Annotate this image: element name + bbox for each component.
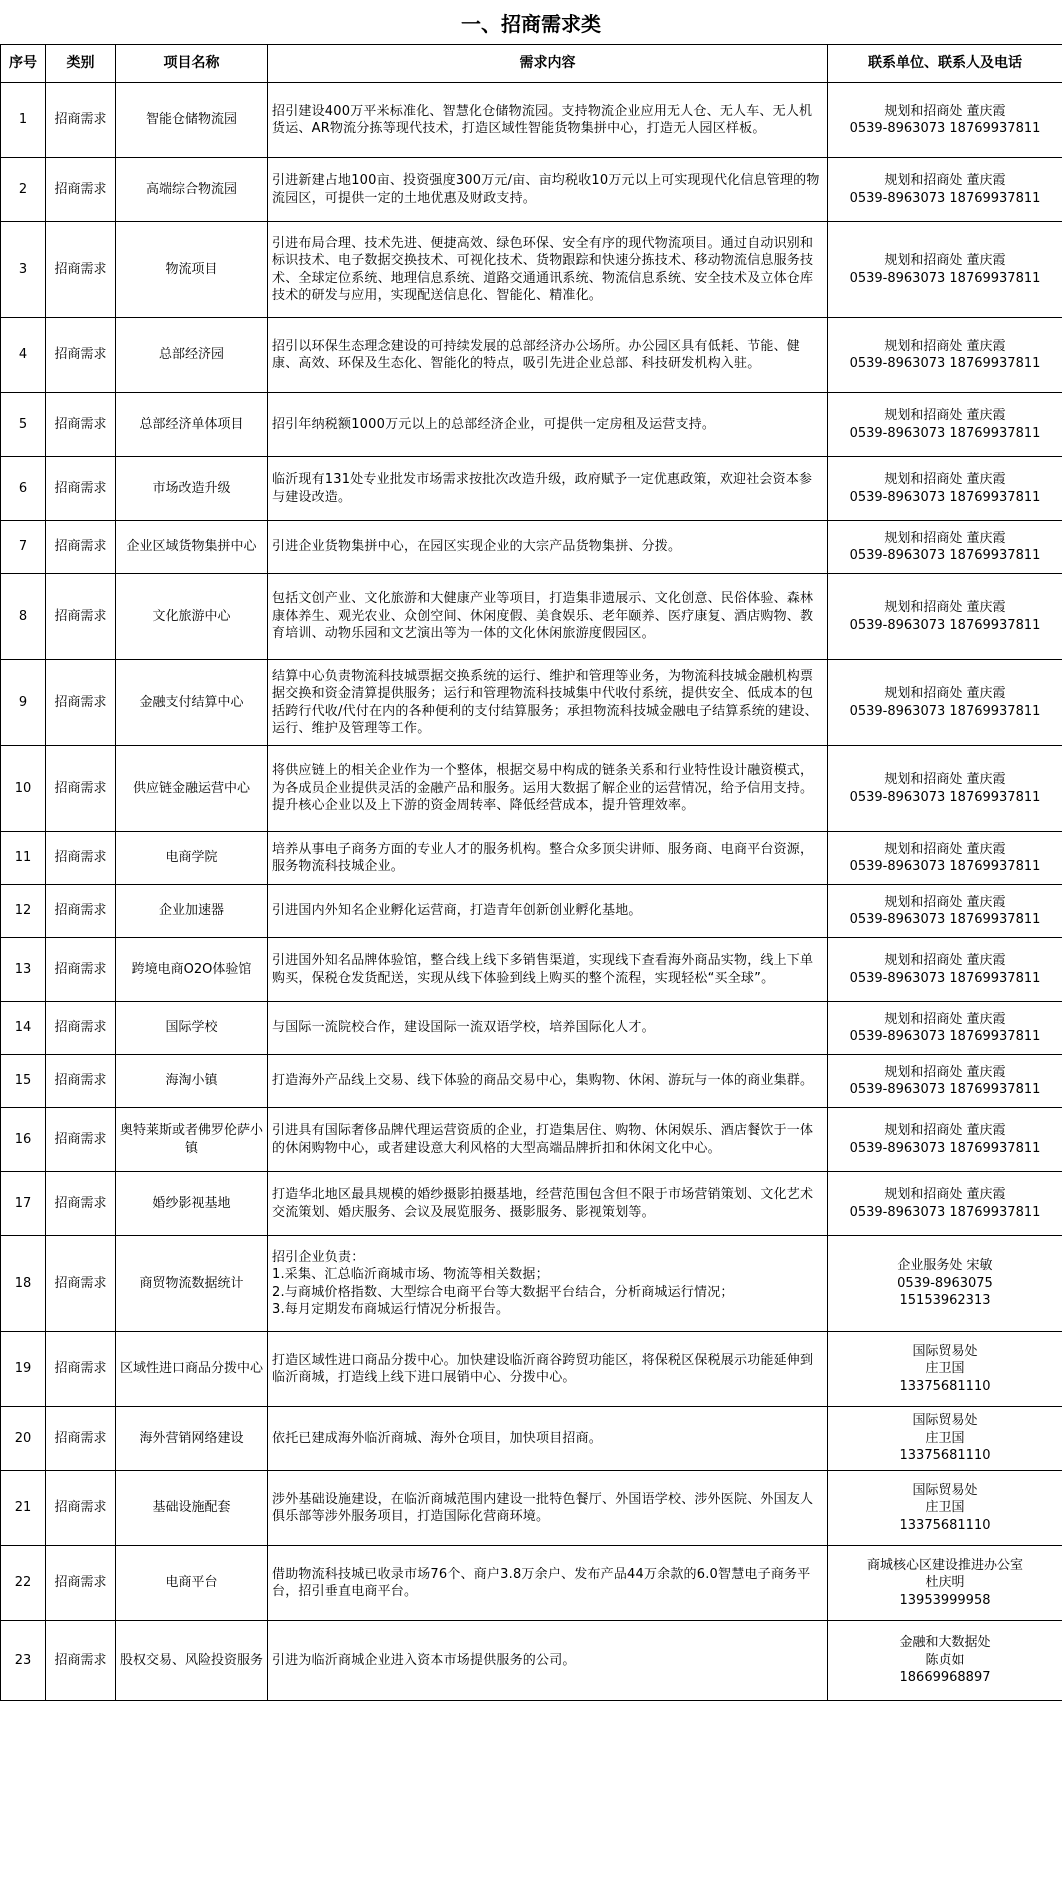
row-category: 招商需求 [46, 521, 116, 574]
contact-line: 0539-8963073 18769937811 [849, 617, 1041, 633]
row-number: 13 [1, 938, 46, 1002]
row-number: 6 [1, 457, 46, 521]
row-number: 19 [1, 1332, 46, 1407]
contact-line: 0539-8963073 18769937811 [849, 356, 1041, 371]
table-row [1, 746, 1062, 832]
row-project-name: 文化旅游中心 [116, 574, 268, 660]
contact-line: 13375681110 [899, 1378, 991, 1394]
row-contact [828, 318, 1062, 393]
row-project-name: 电商平台 [116, 1546, 268, 1621]
table-row [1, 1236, 1062, 1332]
row-category: 招商需求 [46, 1172, 116, 1236]
row-category: 招商需求 [46, 1407, 116, 1471]
row-category: 招商需求 [46, 1471, 116, 1546]
contact-line: 规划和招商处 董庆霞 [884, 600, 1006, 615]
table-row [1, 1332, 1062, 1407]
contact-line: 0539-8963075 [897, 1275, 993, 1291]
row-content: 引进国内外知名企业孵化运营商，打造青年创新创业孵化基地。 [268, 885, 828, 938]
row-number: 3 [1, 222, 46, 318]
header-category: 类别 [46, 45, 116, 83]
row-contact [828, 1407, 1062, 1471]
contact-line: 陈贞如 [925, 1652, 965, 1668]
contact-line: 15153962313 [899, 1293, 991, 1309]
contact-line: 规划和招商处 董庆霞 [884, 472, 1006, 487]
contact-line: 杜庆明 [925, 1575, 965, 1591]
row-category: 招商需求 [46, 1002, 116, 1055]
contact-line: 0539-8963073 18769937811 [849, 1082, 1041, 1097]
contact-line: 国际贸易处 [912, 1482, 978, 1498]
contact-line: 规划和招商处 董庆霞 [884, 253, 1006, 268]
contact-line: 0539-8963073 18769937811 [849, 489, 1041, 505]
row-contact [828, 1332, 1062, 1407]
header-content: 需求内容 [268, 45, 828, 83]
row-contact [828, 393, 1062, 457]
row-number: 15 [1, 1055, 46, 1108]
row-category: 招商需求 [46, 222, 116, 318]
table-row [1, 318, 1062, 393]
header-name: 项目名称 [116, 45, 268, 83]
contact-line: 0539-8963073 18769937811 [849, 1140, 1041, 1156]
contact-line: 0539-8963073 18769937811 [849, 270, 1041, 286]
row-project-name: 海外营销网络建设 [116, 1407, 268, 1471]
table-row [1, 83, 1062, 158]
row-content: 招引以环保生态理念建设的可持续发展的总部经济办公场所。办公园区具有低耗、节能、健康、高效、环保及生态化、智能化的特点，吸引先进企业总部、科技研发机构入驻。 [268, 318, 828, 393]
contact-line: 规划和招商处 董庆霞 [884, 173, 1006, 188]
row-project-name: 总部经济园 [116, 318, 268, 393]
row-content: 引进为临沂商城企业进入资本市场提供服务的公司。 [268, 1621, 828, 1701]
row-category: 招商需求 [46, 832, 116, 885]
contact-line: 规划和招商处 董庆霞 [884, 841, 1006, 857]
row-content: 将供应链上的相关企业作为一个整体，根据交易中构成的链条关系和行业特性设计融资模式，为各成员企业提供灵活的金融产品和服务。运用大数据了解企业的运营情况，给予信用支持。提升核心企业以及上下游的资金周转率、降低经营成本，提升管理效率。 [268, 746, 828, 832]
contact-line: 规划和招商处 董庆霞 [884, 686, 1006, 701]
row-category: 招商需求 [46, 83, 116, 158]
table-row [1, 1002, 1062, 1055]
row-content: 包括文创产业、文化旅游和大健康产业等项目，打造集非遗展示、文化创意、民俗体验、森林康体养生、观光农业、众创空间、休闲度假、美食娱乐、老年颐养、医疗康复、酒店购物、教育培训、动物乐园和文艺演出等为一体的文化休闲旅游度假园区。 [268, 574, 828, 660]
contact-line: 庄卫国 [925, 1500, 965, 1516]
row-project-name: 商贸物流数据统计 [116, 1236, 268, 1332]
row-project-name: 智能仓储物流园 [116, 83, 268, 158]
row-category: 招商需求 [46, 1621, 116, 1701]
row-project-name: 区域性进口商品分拨中心 [116, 1332, 268, 1407]
row-category: 招商需求 [46, 457, 116, 521]
row-contact [828, 660, 1062, 746]
row-project-name: 电商学院 [116, 832, 268, 885]
contact-line: 13953999958 [899, 1592, 991, 1608]
row-number: 8 [1, 574, 46, 660]
row-content: 与国际一流院校合作，建设国际一流双语学校，培养国际化人才。 [268, 1002, 828, 1055]
contact-line: 0539-8963073 18769937811 [849, 548, 1041, 563]
header-contact: 联系单位、联系人及电话 [828, 45, 1062, 83]
row-project-name: 市场改造升级 [116, 457, 268, 521]
row-contact [828, 521, 1062, 574]
row-number: 7 [1, 521, 46, 574]
row-category: 招商需求 [46, 158, 116, 222]
row-project-name: 供应链金融运营中心 [116, 746, 268, 832]
contact-line: 0539-8963073 18769937811 [849, 859, 1041, 874]
contact-line: 规划和招商处 董庆霞 [884, 1064, 1006, 1080]
table-row [1, 832, 1062, 885]
row-project-name: 奥特莱斯或者佛罗伦萨小镇 [116, 1108, 268, 1172]
row-number: 23 [1, 1621, 46, 1701]
row-content: 引进具有国际奢侈品牌代理运营资质的企业，打造集居住、购物、休闲娱乐、酒店餐饮于一体的休闲购物中心，或者建设意大利风格的大型高端品牌折扣和休闲文化中心。 [268, 1108, 828, 1172]
row-contact [828, 1108, 1062, 1172]
row-category: 招商需求 [46, 1546, 116, 1621]
row-number: 18 [1, 1236, 46, 1332]
table-row [1, 574, 1062, 660]
row-category: 招商需求 [46, 318, 116, 393]
row-contact [828, 1172, 1062, 1236]
table-row [1, 1546, 1062, 1621]
row-project-name: 企业区域货物集拼中心 [116, 521, 268, 574]
row-contact [828, 1002, 1062, 1055]
row-content: 打造区域性进口商品分拨中心。加快建设临沂商谷跨贸功能区，将保税区保税展示功能延伸到临沂商城，打造线上线下进口展销中心、分拨中心。 [268, 1332, 828, 1407]
contact-line: 0539-8963073 18769937811 [849, 121, 1041, 136]
contact-line: 规划和招商处 董庆霞 [884, 1187, 1006, 1202]
row-project-name: 总部经济单体项目 [116, 393, 268, 457]
row-content: 招引建设400万平米标准化、智慧化仓储物流园。支持物流企业应用无人仓、无人车、无人机货运、AR物流分拣等现代技术，打造区域性智能货物集拼中心，打造无人园区样板。 [268, 83, 828, 158]
row-content: 借助物流科技城已收录市场76个、商户3.8万余户、发布产品44万余款的6.0智慧电子商务平台，招引垂直电商平台。 [268, 1546, 828, 1621]
table-row [1, 938, 1062, 1002]
contact-line: 0539-8963073 18769937811 [849, 789, 1041, 805]
contact-line: 规划和招商处 董庆霞 [884, 408, 1006, 423]
row-project-name: 企业加速器 [116, 885, 268, 938]
row-project-name: 物流项目 [116, 222, 268, 318]
row-content: 依托已建成海外临沂商城、海外仓项目，加快项目招商。 [268, 1407, 828, 1471]
row-project-name: 国际学校 [116, 1002, 268, 1055]
row-contact [828, 574, 1062, 660]
row-content: 打造海外产品线上交易、线下体验的商品交易中心，集购物、休闲、游玩与一体的商业集群。 [268, 1055, 828, 1108]
row-contact [828, 938, 1062, 1002]
contact-line: 0539-8963073 18769937811 [849, 425, 1041, 441]
contact-line: 规划和招商处 董庆霞 [884, 772, 1006, 787]
table-row [1, 1621, 1062, 1701]
row-content: 培养从事电子商务方面的专业人才的服务机构。整合众多顶尖讲师、服务商、电商平台资源，服务物流科技城企业。 [268, 832, 828, 885]
header-row [1, 45, 1062, 83]
table-row [1, 1108, 1062, 1172]
row-number: 14 [1, 1002, 46, 1055]
row-project-name: 股权交易、风险投资服务 [116, 1621, 268, 1701]
row-project-name: 海淘小镇 [116, 1055, 268, 1108]
row-contact [828, 457, 1062, 521]
contact-line: 0539-8963073 18769937811 [849, 703, 1041, 719]
row-category: 招商需求 [46, 574, 116, 660]
table-row [1, 1055, 1062, 1108]
contact-line: 0539-8963073 18769937811 [849, 1204, 1041, 1220]
contact-line: 规划和招商处 董庆霞 [884, 953, 1006, 968]
contact-line: 13375681110 [899, 1517, 991, 1533]
table-row [1, 1172, 1062, 1236]
row-number: 11 [1, 832, 46, 885]
row-number: 21 [1, 1471, 46, 1546]
row-content: 引进企业货物集拼中心，在园区实现企业的大宗产品货物集拼、分拨。 [268, 521, 828, 574]
row-number: 22 [1, 1546, 46, 1621]
contact-line: 规划和招商处 董庆霞 [884, 1123, 1006, 1138]
row-contact [828, 1236, 1062, 1332]
table-row [1, 457, 1062, 521]
row-number: 20 [1, 1407, 46, 1471]
row-category: 招商需求 [46, 393, 116, 457]
row-number: 12 [1, 885, 46, 938]
table-row [1, 885, 1062, 938]
row-number: 9 [1, 660, 46, 746]
row-content: 招引年纳税额1000万元以上的总部经济企业，可提供一定房租及运营支持。 [268, 393, 828, 457]
row-project-name: 婚纱影视基地 [116, 1172, 268, 1236]
row-category: 招商需求 [46, 660, 116, 746]
contact-line: 0539-8963073 18769937811 [849, 970, 1041, 986]
row-content: 引进布局合理、技术先进、便捷高效、绿色环保、安全有序的现代物流项目。通过自动识别和标识技术、电子数据交换技术、可视化技术、货物跟踪和快速分拣技术、移动物流信息服务技术、全球定位系统、地理信息系统、道路交通通讯系统、物流信息系统、安全技术及立体仓库技术的研发与应用，实现配送信息化、智能化、精准化。 [268, 222, 828, 318]
table-row [1, 393, 1062, 457]
contact-line: 商城核心区建设推进办公室 [866, 1557, 1023, 1573]
row-number: 1 [1, 83, 46, 158]
contact-line: 庄卫国 [925, 1361, 965, 1377]
contact-line: 13375681110 [899, 1448, 991, 1464]
row-project-name: 高端综合物流园 [116, 158, 268, 222]
row-project-name: 金融支付结算中心 [116, 660, 268, 746]
row-content: 临沂现有131处专业批发市场需求按批次改造升级，政府赋予一定优惠政策，欢迎社会资本参与建设改造。 [268, 457, 828, 521]
row-category: 招商需求 [46, 1236, 116, 1332]
table-row [1, 158, 1062, 222]
row-contact [828, 158, 1062, 222]
row-content: 打造华北地区最具规模的婚纱摄影拍摄基地，经营范围包含但不限于市场营销策划、文化艺术交流策划、婚庆服务、会议及展览服务、摄影服务、影视策划等。 [268, 1172, 828, 1236]
row-content: 结算中心负责物流科技城票据交换系统的运行、维护和管理等业务，为物流科技城金融机构票据交换和资金清算提供服务；运行和管理物流科技城集中代收付系统，提供安全、低成本的包括跨行代收/代付在内的各种便利的支付结算服务；承担物流科技城金融电子结算系统的建设、运行、维护及管理等工作。 [268, 660, 828, 746]
table-row [1, 1471, 1062, 1546]
row-category: 招商需求 [46, 1108, 116, 1172]
table-row [1, 1407, 1062, 1471]
table-title: 一、招商需求类 [461, 11, 601, 36]
contact-line: 国际贸易处 [912, 1413, 978, 1429]
row-content: 引进国外知名品牌体验馆，整合线上线下多销售渠道，实现线下查看海外商品实物，线上下单购买，保税仓发货配送，实现从线下体验到线上购买的整个流程，实现轻松“买全球”。 [268, 938, 828, 1002]
row-number: 4 [1, 318, 46, 393]
contact-line: 规划和招商处 董庆霞 [884, 103, 1006, 119]
contact-line: 庄卫国 [925, 1430, 965, 1446]
row-number: 5 [1, 393, 46, 457]
row-contact [828, 885, 1062, 938]
table-row [1, 660, 1062, 746]
contact-line: 18669968897 [899, 1670, 991, 1686]
contact-line: 金融和大数据处 [899, 1635, 991, 1651]
row-content: 涉外基础设施建设，在临沂商城范围内建设一批特色餐厅、外国语学校、涉外医院、外国友人俱乐部等涉外服务项目，打造国际化营商环境。 [268, 1471, 828, 1546]
row-contact [828, 1621, 1062, 1701]
row-contact [828, 1471, 1062, 1546]
row-category: 招商需求 [46, 1332, 116, 1407]
header-no: 序号 [1, 45, 46, 83]
row-contact [828, 832, 1062, 885]
row-project-name: 跨境电商O2O体验馆 [116, 938, 268, 1002]
contact-line: 规划和招商处 董庆霞 [884, 530, 1006, 546]
contact-line: 规划和招商处 董庆霞 [884, 1011, 1006, 1027]
row-category: 招商需求 [46, 938, 116, 1002]
contact-line: 0539-8963073 18769937811 [849, 1029, 1041, 1044]
row-contact [828, 222, 1062, 318]
contact-line: 规划和招商处 董庆霞 [884, 894, 1006, 910]
row-content: 招引企业负责： 1.采集、汇总临沂商城市场、物流等相关数据； 2.与商城价格指数、大型综合电商平台等大数据平台结合，分析商城运行情况； 3.每月定期发布商城运行情况分析报告。 [268, 1236, 828, 1332]
row-project-name: 基础设施配套 [116, 1471, 268, 1546]
requirements-table [0, 44, 1062, 1701]
row-number: 2 [1, 158, 46, 222]
contact-line: 企业服务处 宋敏 [897, 1258, 993, 1274]
row-number: 17 [1, 1172, 46, 1236]
contact-line: 0539-8963073 18769937811 [849, 190, 1041, 206]
row-contact [828, 1546, 1062, 1621]
contact-line: 国际贸易处 [912, 1343, 978, 1359]
table-row [1, 222, 1062, 318]
row-category: 招商需求 [46, 885, 116, 938]
contact-line: 规划和招商处 董庆霞 [884, 338, 1006, 354]
table-row [1, 521, 1062, 574]
row-contact [828, 83, 1062, 158]
row-contact [828, 1055, 1062, 1108]
row-number: 10 [1, 746, 46, 832]
row-category: 招商需求 [46, 1055, 116, 1108]
row-contact [828, 746, 1062, 832]
row-content: 引进新建占地100亩、投资强度300万元/亩、亩均税收10万元以上可实现现代化信息管理的物流园区，可提供一定的土地优惠及财政支持。 [268, 158, 828, 222]
row-category: 招商需求 [46, 746, 116, 832]
row-number: 16 [1, 1108, 46, 1172]
contact-line: 0539-8963073 18769937811 [849, 912, 1041, 927]
